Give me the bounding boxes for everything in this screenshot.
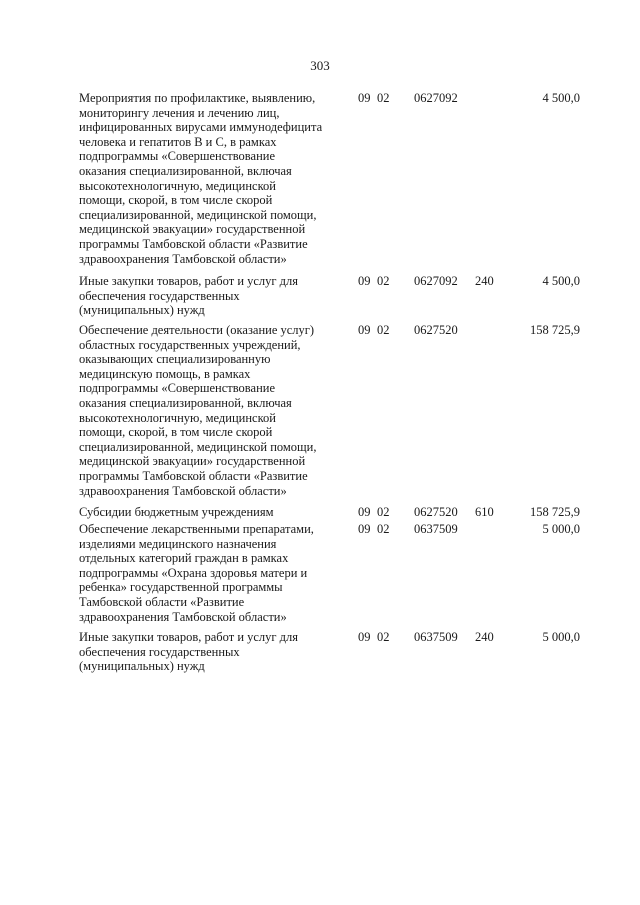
description-line: Мероприятия по профилактике, выявлению, bbox=[79, 91, 316, 105]
target-article-code: 0627092 bbox=[414, 274, 458, 288]
description-line: здравоохранения Тамбовской области» bbox=[79, 483, 287, 498]
row-description bbox=[79, 630, 351, 674]
amount: 158 725,9 bbox=[530, 505, 580, 519]
section-code: 09 bbox=[358, 274, 371, 288]
target-article-code: 0637509 bbox=[414, 522, 458, 536]
section-code: 09 bbox=[358, 323, 371, 337]
description-line: Иные закупки товаров, работ и услуг для bbox=[79, 630, 299, 644]
expense-type-code: 240 bbox=[475, 630, 494, 644]
description-line: подпрограммы «Охрана здоровья матери и bbox=[79, 565, 308, 580]
description-line: ребенка» государственной программы bbox=[79, 580, 283, 595]
description-line: Обеспечение лекарственными препаратами, bbox=[79, 522, 314, 536]
description-line: высокотехнологичную, медицинской bbox=[79, 410, 276, 425]
section-code: 09 bbox=[358, 505, 371, 519]
description-line: (муниципальных) нужд bbox=[79, 659, 205, 674]
description-line: здравоохранения Тамбовской области» bbox=[79, 609, 287, 624]
target-article-code: 0627092 bbox=[414, 91, 458, 105]
description-line: программы Тамбовской области «Развитие bbox=[79, 236, 308, 251]
row-description bbox=[79, 274, 351, 318]
amount: 158 725,9 bbox=[530, 323, 580, 337]
page-number: 303 bbox=[310, 58, 330, 73]
row-description bbox=[79, 505, 351, 520]
target-article-code: 0637509 bbox=[414, 630, 458, 644]
amount: 4 500,0 bbox=[542, 274, 580, 288]
description-line: медицинской эвакуации» государственной bbox=[79, 222, 306, 237]
description-line: отдельных категорий граждан в рамках bbox=[79, 551, 289, 566]
description-line: областных государственных учреждений, bbox=[79, 337, 301, 352]
description-line: Обеспечение деятельности (оказание услуг) bbox=[79, 323, 315, 337]
description-line: помощи, скорой, в том числе скорой bbox=[79, 193, 273, 208]
description-line: специализированной, медицинской помощи, bbox=[79, 207, 317, 222]
description-line: мониторингу лечения и лечению лиц, bbox=[79, 105, 280, 120]
description-line: изделиями медицинского назначения bbox=[79, 536, 277, 551]
description-line: медицинскую помощь, в рамках bbox=[79, 366, 251, 381]
expense-type-code: 610 bbox=[475, 505, 494, 519]
subsection-code: 02 bbox=[377, 323, 390, 337]
subsection-code: 02 bbox=[377, 91, 390, 105]
target-article-code: 0627520 bbox=[414, 505, 458, 519]
description-line: здравоохранения Тамбовской области» bbox=[79, 251, 287, 266]
section-code: 09 bbox=[358, 522, 371, 536]
description-line: Субсидии бюджетным учреждениям bbox=[79, 505, 274, 519]
expense-type-code: 240 bbox=[475, 274, 494, 288]
description-line: человека и гепатитов В и С, в рамках bbox=[79, 134, 277, 149]
section-code: 09 bbox=[358, 91, 371, 105]
description-line: Иные закупки товаров, работ и услуг для bbox=[79, 274, 299, 288]
subsection-code: 02 bbox=[377, 274, 390, 288]
target-article-code: 0627520 bbox=[414, 323, 458, 337]
description-line: программы Тамбовской области «Развитие bbox=[79, 468, 308, 483]
description-line: обеспечения государственных bbox=[79, 644, 240, 659]
description-line: инфицированных вирусами иммунодефицита bbox=[79, 120, 323, 135]
description-line: оказания специализированной, включая bbox=[79, 395, 292, 410]
subsection-code: 02 bbox=[377, 630, 390, 644]
description-line: обеспечения государственных bbox=[79, 288, 240, 303]
description-line: (муниципальных) нужд bbox=[79, 303, 205, 318]
row-description bbox=[79, 91, 351, 266]
description-line: медицинской эвакуации» государственной bbox=[79, 454, 306, 469]
description-line: помощи, скорой, в том числе скорой bbox=[79, 425, 273, 440]
amount: 5 000,0 bbox=[542, 630, 580, 644]
description-line: оказания специализированной, включая bbox=[79, 163, 292, 178]
amount: 5 000,0 bbox=[542, 522, 580, 536]
description-line: Тамбовской области «Развитие bbox=[79, 594, 245, 609]
description-line: высокотехнологичную, медицинской bbox=[79, 178, 276, 193]
amount: 4 500,0 bbox=[542, 91, 580, 105]
description-line: подпрограммы «Совершенствование bbox=[79, 381, 276, 396]
subsection-code: 02 bbox=[377, 505, 390, 519]
description-line: оказывающих специализированную bbox=[79, 352, 271, 367]
subsection-code: 02 bbox=[377, 522, 390, 536]
row-description bbox=[79, 522, 351, 624]
description-line: специализированной, медицинской помощи, bbox=[79, 439, 317, 454]
row-description bbox=[79, 323, 351, 498]
section-code: 09 bbox=[358, 630, 371, 644]
description-line: подпрограммы «Совершенствование bbox=[79, 149, 276, 164]
